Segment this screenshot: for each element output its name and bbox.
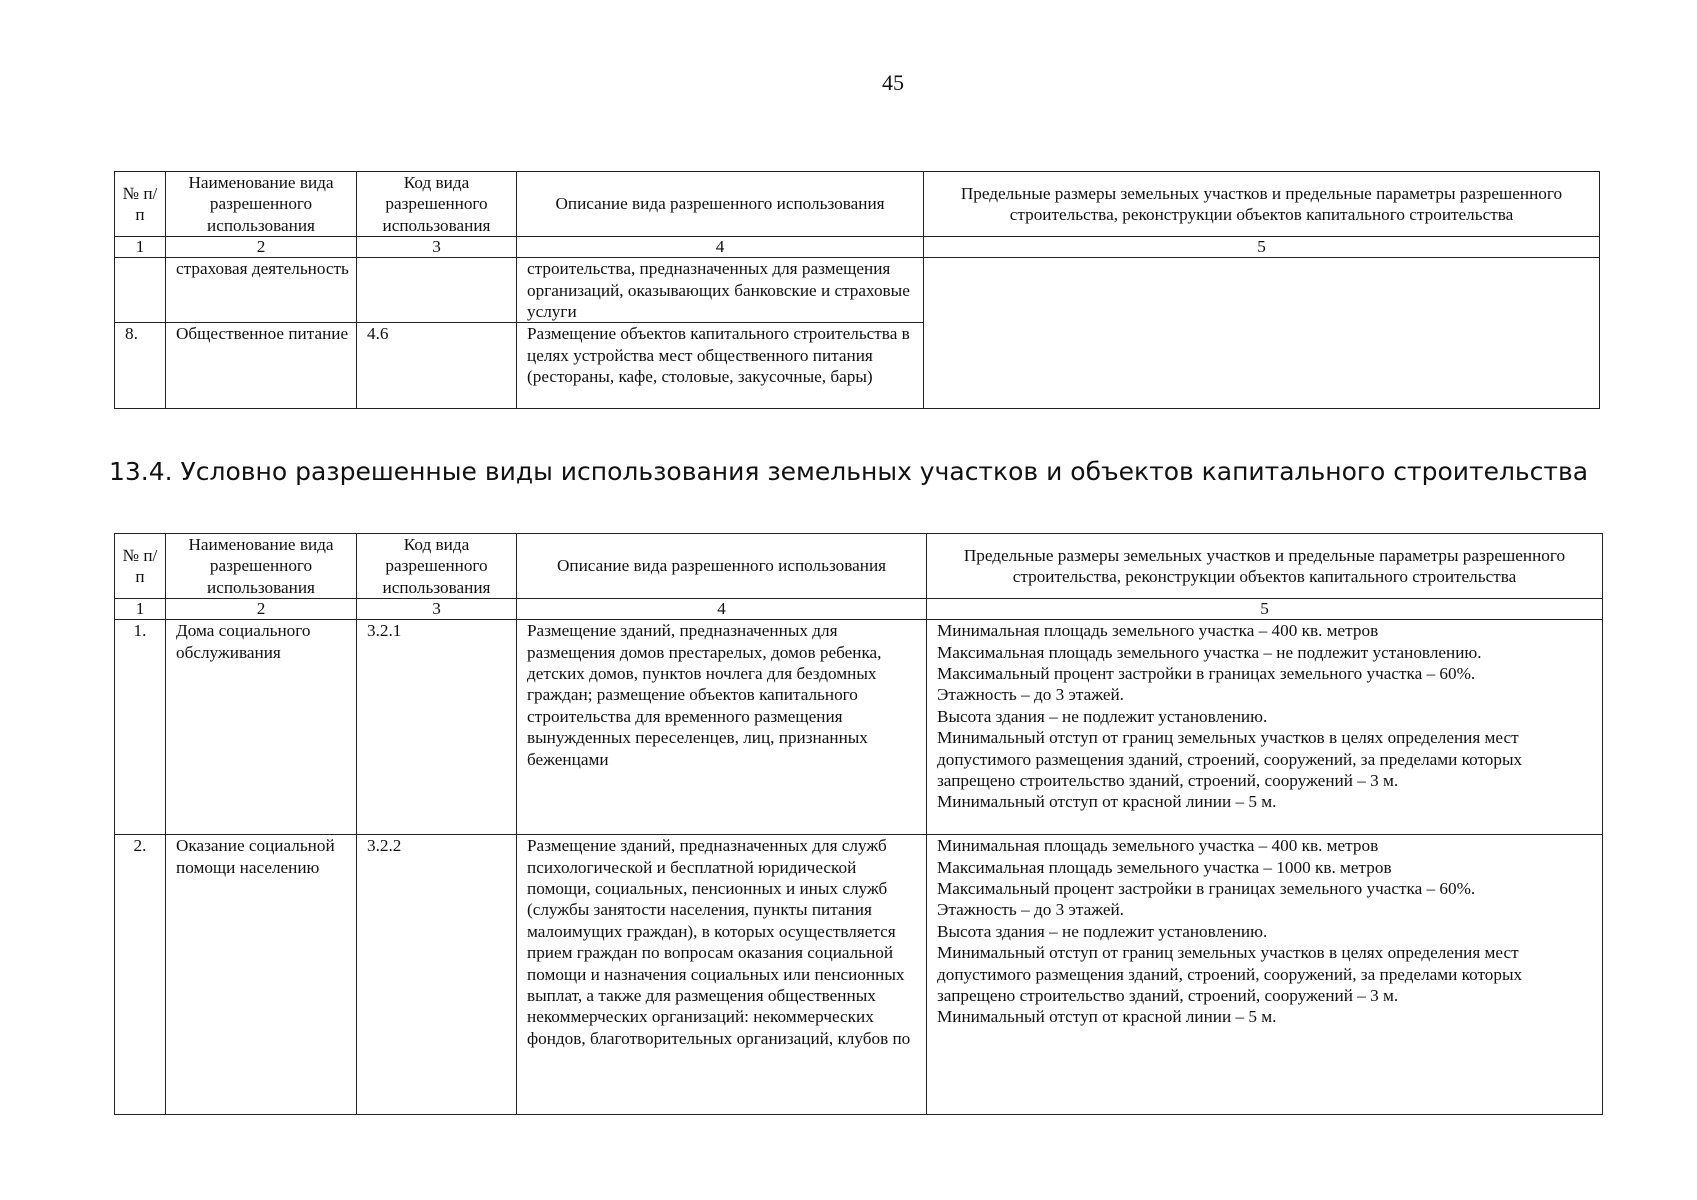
header-code: Код вида разрешенного использования xyxy=(357,534,517,599)
use-type-description: Размещение объектов капитального строительства в целях устройства мест общественного питания (рестораны, кафе, столовые, закусочные, бары) xyxy=(517,323,924,409)
param-line: Максимальная площадь земельного участка – 1000 кв. метров xyxy=(937,857,1392,877)
row-number: 1. xyxy=(115,620,166,835)
use-type-code xyxy=(357,258,517,323)
param-line: Минимальный отступ от красной линии – 5 м. xyxy=(937,792,1277,812)
param-line: Максимальный процент застройки в границах земельного участка – 60%. xyxy=(937,879,1476,899)
row-number: 2. xyxy=(115,835,166,1115)
use-type-params xyxy=(927,835,1603,1115)
param-line: Минимальный отступ от границ земельных участков в целях определения мест допустимого размещения зданий, строений, сооружений, за пределами которых запрещено строительство зданий, строений, сооружений – 3 м. xyxy=(937,943,1523,1006)
header-name: Наименование вида разрешенного использования xyxy=(166,534,357,599)
header-description: Описание вида разрешенного использования xyxy=(517,534,927,599)
col-number: 4 xyxy=(517,237,924,258)
table-row xyxy=(115,835,1603,1115)
col-number: 2 xyxy=(166,599,357,620)
header-code: Код вида разрешенного использования xyxy=(357,172,517,237)
header-params: Предельные размеры земельных участков и предельные параметры разрешенного строительства, реконструкции объектов капитального строительства xyxy=(924,172,1600,237)
param-line: Высота здания – не подлежит установлению. xyxy=(937,706,1268,726)
use-type-code: 4.6 xyxy=(357,323,517,409)
zoning-table-main xyxy=(114,171,1600,409)
row-number: 8. xyxy=(115,323,166,409)
use-type-params xyxy=(927,620,1603,835)
table-row xyxy=(115,620,1603,835)
col-number: 3 xyxy=(357,237,517,258)
param-line: Этажность – до 3 этажей. xyxy=(937,900,1124,920)
param-line: Минимальная площадь земельного участка – 400 кв. метров xyxy=(937,621,1379,641)
use-type-name: страховая деятельность xyxy=(166,258,357,323)
header-no: № п/п xyxy=(115,534,166,599)
use-type-description: Размещение зданий, предназначенных для размещения домов престарелых, домов ребенка, детских домов, пунктов ночлега для бездомных граждан; размещение объектов капитального строительства для временного размещения вынужденных переселенцев, лиц, признанных беженцами xyxy=(517,620,927,835)
param-line: Максимальная площадь земельного участка – не подлежит установлению. xyxy=(937,642,1482,662)
table-row xyxy=(115,258,1600,323)
use-type-description: строительства, предназначенных для размещения организаций, оказывающих банковские и страховые услуги xyxy=(517,258,924,323)
row-number xyxy=(115,258,166,323)
col-number: 4 xyxy=(517,599,927,620)
col-number: 3 xyxy=(357,599,517,620)
use-type-name: Общественное питание xyxy=(166,323,357,409)
col-number: 5 xyxy=(924,237,1600,258)
use-type-name: Дома социального обслуживания xyxy=(166,620,357,835)
zoning-table-conditional xyxy=(114,533,1603,1115)
param-line: Минимальный отступ от границ земельных участков в целях определения мест допустимого размещения зданий, строений, сооружений, за пределами которых запрещено строительство зданий, строений, сооружений – 3 м. xyxy=(937,728,1523,791)
use-type-code: 3.2.1 xyxy=(357,620,517,835)
header-description: Описание вида разрешенного использования xyxy=(517,172,924,237)
page-number: 45 xyxy=(882,70,904,95)
col-number: 2 xyxy=(166,237,357,258)
col-number: 1 xyxy=(115,599,166,620)
param-line: Этажность – до 3 этажей. xyxy=(937,685,1124,705)
use-type-description: Размещение зданий, предназначенных для служб психологической и бесплатной юридической помощи, социальных, пенсионных и иных служб (службы занятости населения, пункты питания малоимущих граждан), в которых осуществляется прием граждан по вопросам оказания социальной помощи и назначения социальных или пенсионных выплат, а также для размещения общественных некоммерческих организаций: некоммерческих фондов, благотворительных организаций, клубов по xyxy=(517,835,927,1115)
use-type-name: Оказание социальной помощи населению xyxy=(166,835,357,1115)
param-line: Минимальная площадь земельного участка – 400 кв. метров xyxy=(937,836,1379,856)
param-line: Высота здания – не подлежит установлению. xyxy=(937,921,1268,941)
col-number: 1 xyxy=(115,237,166,258)
col-number: 5 xyxy=(927,599,1603,620)
header-name: Наименование вида разрешенного использования xyxy=(166,172,357,237)
use-type-code: 3.2.2 xyxy=(357,835,517,1115)
header-no: № п/п xyxy=(115,172,166,237)
header-params: Предельные размеры земельных участков и предельные параметры разрешенного строительства, реконструкции объектов капитального строительства xyxy=(927,534,1603,599)
section-heading: 13.4. Условно разрешенные виды использования земельных участков и объектов капитального строительства xyxy=(108,457,1589,486)
use-type-params xyxy=(924,258,1600,409)
param-line: Максимальный процент застройки в границах земельного участка – 60%. xyxy=(937,664,1476,684)
param-line: Минимальный отступ от красной линии – 5 м. xyxy=(937,1007,1277,1027)
